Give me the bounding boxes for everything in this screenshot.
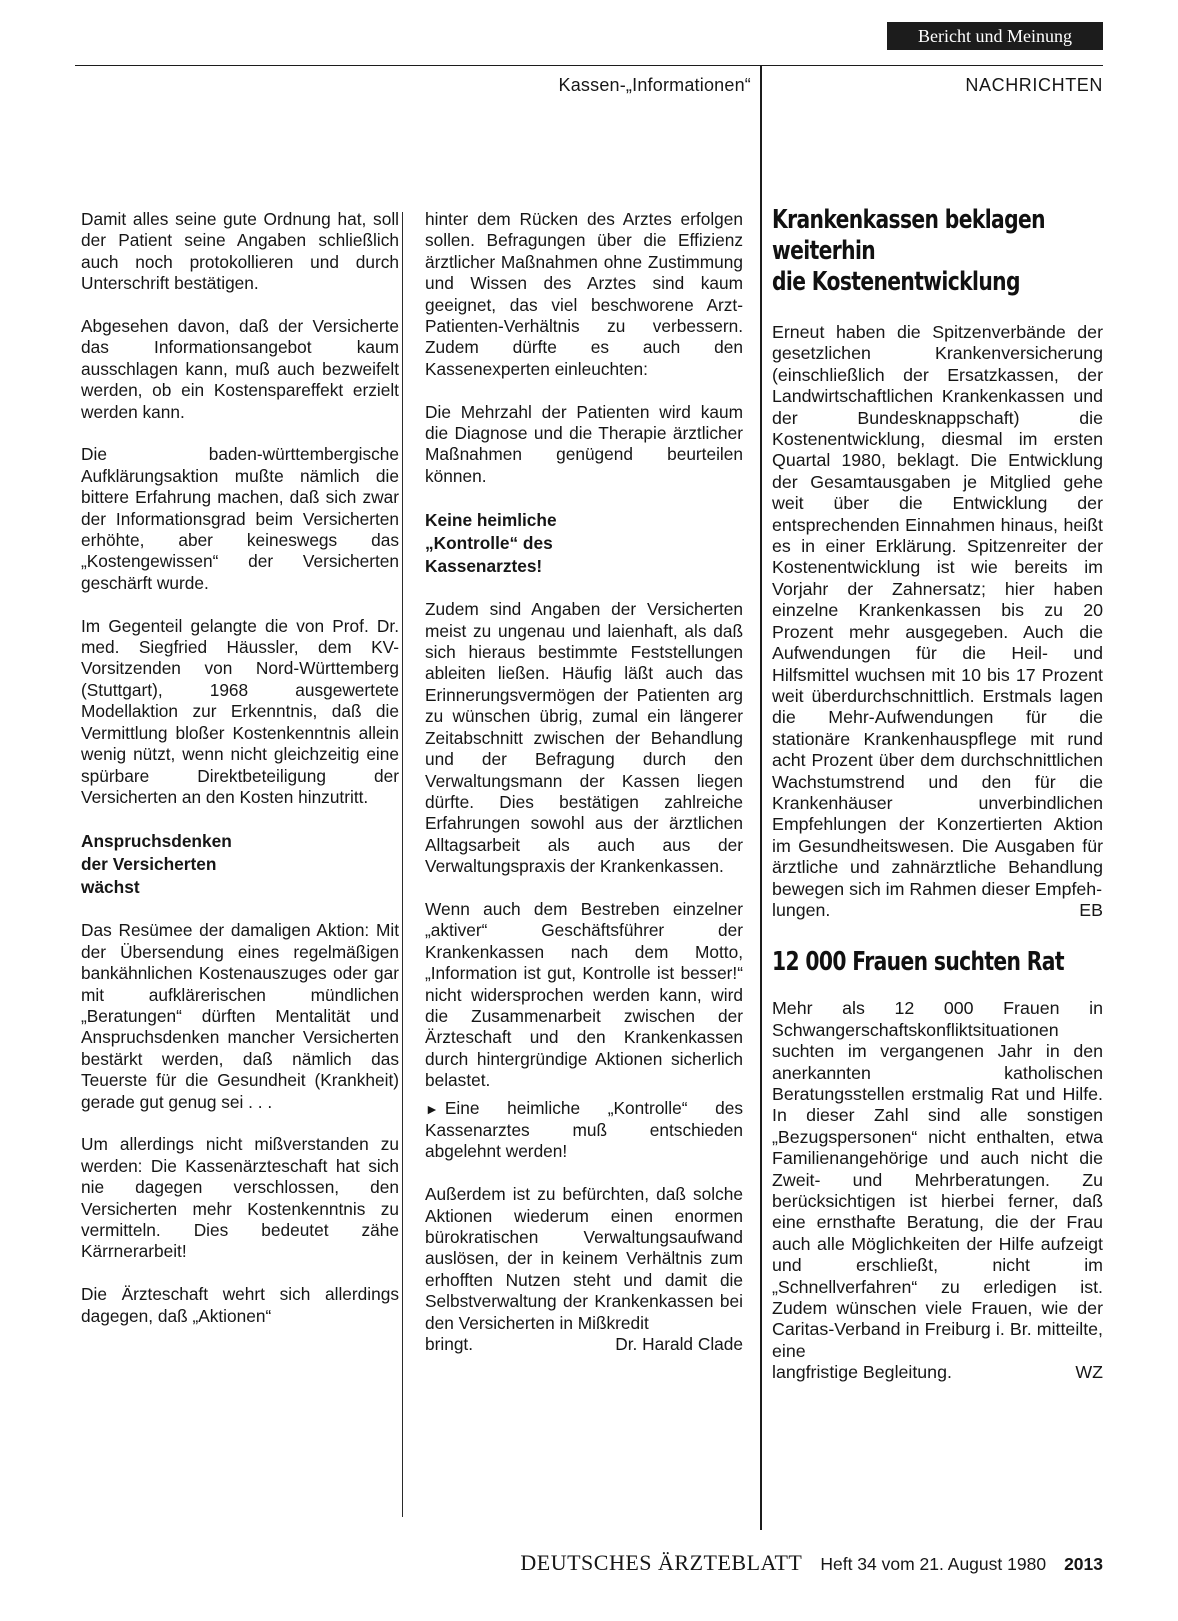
subheading-line: Anspruchsdenken	[81, 831, 232, 852]
article-body: Erneut haben die Spitzenverbände der gesetzlichen Krankenversicherung (einschließlich der Ersatzkassen, der Landwirtschaftlichen Krankenkassen und der Bundesknappschaft) die Kostenentwicklung, diesmal im ersten Quartal 1980, beklagt. Die Entwicklung der Gesamtausgaben je Mitglied gehe weit über die Entwicklung der entsprechenden Einnahmen hinaus, heißt es in einer Erklärung. Spitzenreiter der Kostenentwicklung ist wie bereits im Vorjahr der Zahnersatz; hier haben einzelne Krankenkassen bis zu 20 Prozent mehr ausgegeben. Auch die Aufwendungen für die Heil- und Hilfsmittel wuchsen mit 10 bis 17 Prozent weit überdurchschnittlich. Erstmals lagen die Mehr-Aufwendungen für die stationäre Krankenhauspflege mit rund acht Prozent über dem durchschnittlichen Wachstumstrend und den für die Krankenhäuser unverbindlichen Empfehlungen der Konzertierten Aktion im Gesundheitswesen. Die Ausgaben für ärztliche und zahnärztliche Behandlung bewegen sich im Rahmen dieser Empfeh-	[772, 322, 1103, 899]
column-2	[425, 209, 743, 1355]
subheading	[425, 509, 743, 578]
column-3	[772, 205, 1103, 1384]
article-headline	[772, 205, 1102, 298]
article-closing-line	[772, 1362, 1103, 1383]
subheading-line: wächst	[81, 877, 140, 898]
article-closing-line	[772, 900, 1103, 921]
closing-word: lungen.	[772, 899, 831, 920]
subheading-line: der Versicherten	[81, 854, 217, 875]
article-body: Mehr als 12 000 Frauen in Schwangerschaftskonfliktsituationen suchten im vergangenen Jahr in den anerkannten katholischen Beratungsstellen erstmalig Rat und Hilfe. In dieser Zahl sind alle sonstigen „Bezugspersonen“ nicht enthalten, etwa Familienangehörige und auch nicht die Zweit- und Mehrberatungen. Zu berücksichtigen ist hierbei ferner, daß eine ernsthafte Beratung, die der Frau auch alle Möglichkeiten der Hilfe aufzeigt und erschließt, nicht im „Schnellverfahren“ zu erledigen ist. Zudem wünschen viele Frauen, wie der Caritas-Verband in Freiburg i. Br. mitteilte, eine	[772, 998, 1103, 1361]
paragraph: Außerdem ist zu befürchten, daß solche Aktionen wiederum einen enormen bürokratischen Verwaltungsaufwand auslösen, der in keinem Verhältnis zum erhofften Nutzen steht und damit die Selbstverwaltung der Krankenkassen bei den Versicherten in Mißkredit	[425, 1184, 743, 1333]
paragraph: Das Resümee der damaligen Aktion: Mit der Übersendung eines regelmäßigen bankähnlichen Kostenauszuges oder gar mit aufklärerischen mündlichen „Beratungen“ dürften Mentalität und Anspruchsdenken mancher Versicherten bestärkt werden, daß nämlich das Teuerste für die Gesundheit (Krankheit) gerade gut genug sei . . .	[81, 920, 399, 1112]
subheading	[81, 830, 399, 899]
headline-line: Krankenkassen beklagen	[772, 205, 1045, 235]
kicker-left: Kassen-„Informationen“	[558, 75, 751, 95]
paragraph: Abgesehen davon, daß der Versicherte das Informationsangebot kaum ausschlagen kann, muß auch bezweifelt werden, ob ein Kostenspareffekt erzielt werden kann.	[81, 316, 399, 422]
closing-line	[425, 1334, 743, 1355]
subheading-line: „Kontrolle“ des	[425, 533, 553, 554]
journal-name: DEUTSCHES ÄRZTEBLATT	[520, 1550, 803, 1575]
article-headline	[772, 947, 1102, 978]
paragraph: Die Mehrzahl der Patienten wird kaum die Diagnose und die Therapie ärztlicher Maßnahmen genügend beurteilen können.	[425, 401, 743, 486]
column-1	[81, 209, 399, 1348]
paragraph: Die baden-württembergische Aufklärungsaktion mußte nämlich die bittere Erfahrung machen, daß sich zwar der Informationsgrad beim Versicherten erhöhte, aber keineswegs das „Kostengewissen“ der Versicherten geschärft wurde.	[81, 444, 399, 593]
closing-word: langfristige Begleitung.	[772, 1362, 952, 1383]
kicker-right: NACHRICHTEN	[965, 75, 1103, 95]
page-number: 2013	[1064, 1554, 1103, 1574]
paragraph: hinter dem Rücken des Arztes erfolgen sollen. Befragungen über die Effizienz ärztlicher Maßnahmen ohne Zustimmung und Wissen des Arztes sind kaum geeignet, das viel beschworene Arzt-Patienten-Verhältnis zu verbessern. Zudem dürfte es auch den Kassenexperten einleuchten:	[425, 209, 743, 379]
headline-line: die Kostenentwicklung	[772, 267, 1020, 297]
highlight-paragraph	[425, 1098, 743, 1163]
top-rule	[75, 65, 1103, 66]
author-initials: WZ	[1075, 1362, 1103, 1383]
highlight-text: Eine heimliche „Kontrolle“ des Kassenarztes muß entschieden abgelehnt werden!	[425, 1097, 743, 1162]
paragraph: Zudem sind Angaben der Versicherten meist zu ungenau und laienhaft, als daß sich hieraus bestimmte Feststellungen ableiten ließen. Häufig läßt auch das Erinnerungsvermögen der Patienten arg zu wünschen übrig, zumal ein längerer Zeitabschnitt zwischen der Behandlung und der Befragung durch den Verwaltungsmann der Kassen liegen dürfte. Dies bestätigen zahlreiche Erfahrungen sowohl aus der ärztlichen Alltagsarbeit als auch aus der Verwaltungspraxis der Krankenkassen.	[425, 599, 743, 877]
headline-line: weiterhin	[772, 236, 876, 266]
paragraph: Damit alles seine gute Ordnung hat, soll der Patient seine Angaben schließlich auch noch protokollieren und durch Unterschrift bestätigen.	[81, 209, 399, 294]
headline-line: 12 000 Frauen suchten Rat	[772, 947, 1064, 978]
column-gutter-rule	[402, 212, 403, 1517]
triangle-bullet-icon: ►	[425, 1100, 439, 1117]
page-footer	[75, 1550, 1103, 1580]
paragraph: Wenn auch dem Bestreben einzelner „aktiver“ Geschäftsführer der Krankenkassen nach dem Motto, „Information ist gut, Kontrolle ist besser!“ nicht widersprochen werden kann, wird die Zusammenarbeit zwischen der Ärzteschaft und den Krankenkassen durch hintergründige Aktionen sicherlich belastet.	[425, 898, 743, 1091]
author-signature: Dr. Harald Clade	[615, 1334, 743, 1355]
author-initials: EB	[1079, 899, 1103, 920]
issue-info: Heft 34 vom 21. August 1980	[820, 1554, 1047, 1574]
paragraph: Im Gegenteil gelangte die von Prof. Dr. med. Siegfried Häussler, dem KV-Vorsitzenden von Nord-Württemberg (Stuttgart), 1968 ausgewertete Modellaktion zur Erkenntnis, daß die Vermittlung bloßer Kostenkenntnis allein wenig nützt, wenn nicht gleichzeitig eine spürbare Direktbeteiligung der Versicherten an den Kosten hinzutritt.	[81, 615, 399, 807]
paragraph: Die Ärzteschaft wehrt sich allerdings dagegen, daß „Aktionen“	[81, 1284, 399, 1326]
subheading-line: Kassenarztes!	[425, 556, 543, 577]
section-label: Bericht und Meinung	[887, 22, 1103, 50]
subheading-line: Keine heimliche	[425, 510, 557, 531]
paragraph: Um allerdings nicht mißverstanden zu werden: Die Kassenärzteschaft hat sich nie dagegen verschlossen, den Versicherten mehr Kostenkenntnis zu vermitteln. Dies bedeutet zähe Kärrnerarbeit!	[81, 1134, 399, 1262]
column-divider-rule	[760, 65, 762, 1530]
closing-word: bringt.	[425, 1334, 474, 1355]
